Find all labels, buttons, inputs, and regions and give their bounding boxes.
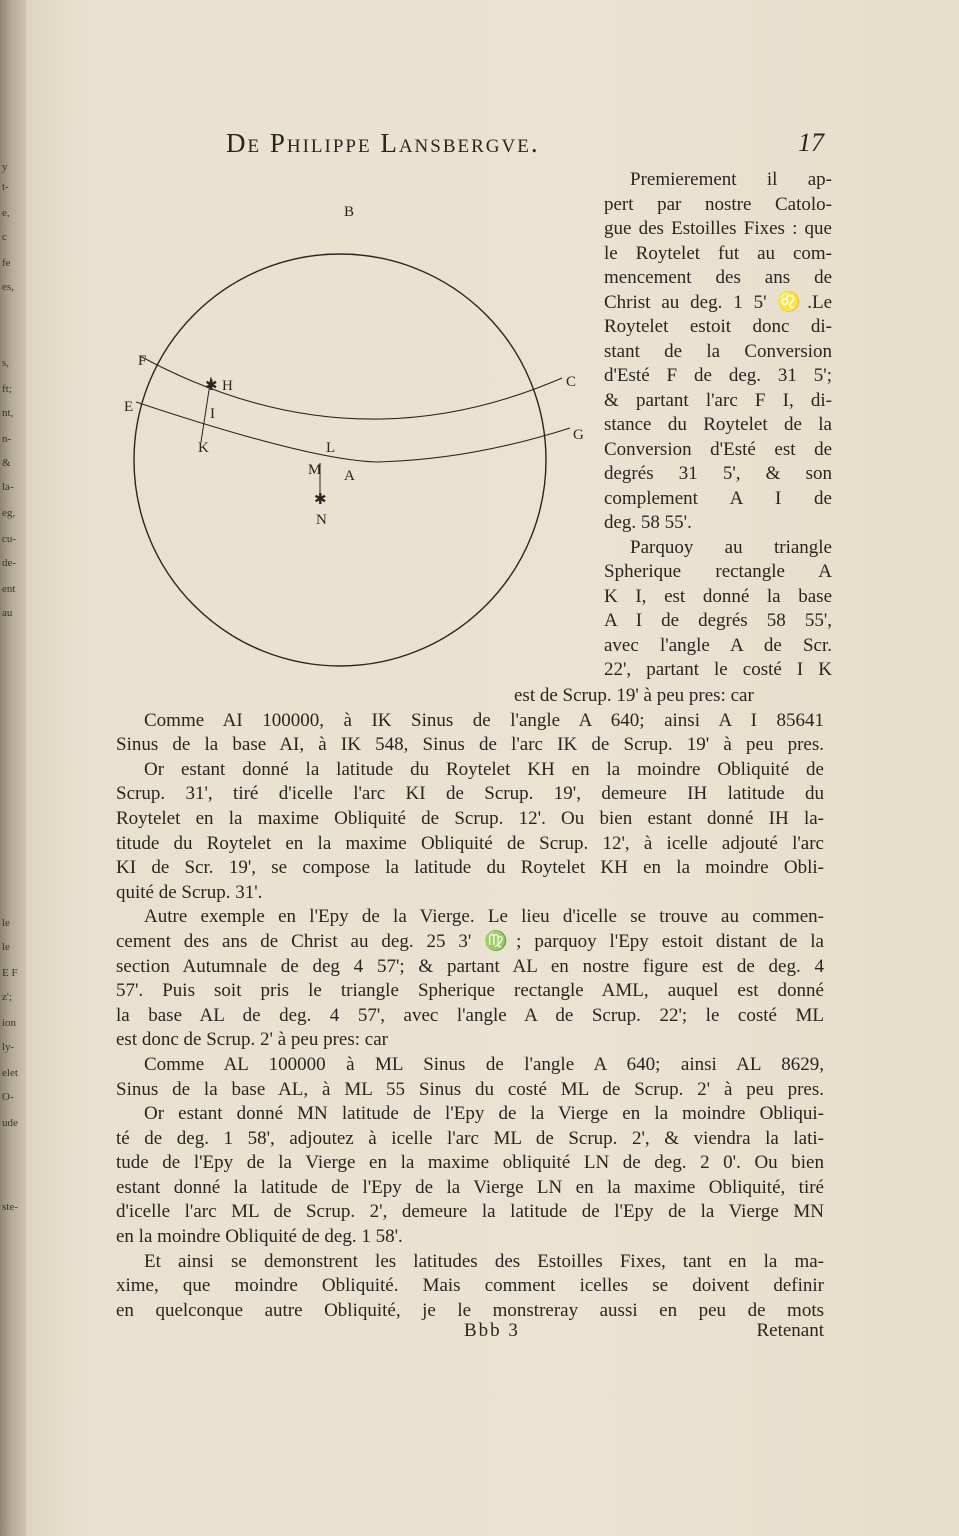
- column-line: d'Esté F de deg. 31 5';: [604, 365, 832, 386]
- body-line: Autre exemple en l'Epy de la Vierge. Le lieu d'icelle se trouve au commen-: [144, 906, 824, 928]
- page-footer: [116, 1320, 824, 1346]
- body-line: titude du Roytelet en la maxime Obliquité de Scrup. 12', à icelle adjouté l'arc: [116, 832, 824, 854]
- body-line: cement des ans de Christ au deg. 25 3' ♍; parquoy l'Epy estoit distant de la: [116, 930, 824, 952]
- body-line: Or estant donné MN latitude de l'Epy de la Vierge en la moindre Obliqui-: [144, 1103, 824, 1125]
- body-line: Or estant donné la latitude du Roytelet KH en la moindre Obliquité de: [144, 758, 824, 780]
- diagram-label-N: N: [316, 512, 327, 528]
- margin-fragment: cu-: [2, 533, 17, 545]
- column-line: K I, est donné la base: [604, 585, 832, 607]
- star-h-icon: ✱: [205, 378, 218, 394]
- right-column-text: [604, 168, 832, 683]
- margin-fragment: c: [2, 231, 7, 243]
- running-title: De Philippe Lansbergve.: [226, 128, 540, 158]
- margin-fragment: ent: [2, 583, 16, 595]
- column-line: avec l'angle A de Scr.: [604, 634, 832, 656]
- margin-fragment: es,: [2, 281, 14, 293]
- margin-fragment: t-: [2, 181, 9, 193]
- body-line: 57'. Puis soit pris le triangle Spherique rectangle AML, auquel est donné: [116, 980, 824, 1002]
- column-line: mencement des ans de: [604, 267, 832, 288]
- margin-fragment: y: [2, 161, 8, 173]
- margin-fragment: la-: [2, 481, 14, 493]
- margin-fragment: elet: [2, 1067, 18, 1079]
- book-page: [26, 0, 959, 1536]
- column-line: stant de la Conversion: [604, 340, 832, 362]
- column-line: Premierement il ap-: [630, 169, 832, 190]
- sphere-circle: [134, 254, 546, 666]
- column-line: le Roytelet fut au com-: [604, 242, 832, 264]
- body-line: en la moindre Obliquité de deg. 1 58'.: [116, 1226, 403, 1248]
- margin-fragment: n-: [2, 433, 12, 445]
- column-line: 22', partant le costé I K: [604, 659, 832, 680]
- column-line: A I de degrés 58 55',: [604, 610, 832, 631]
- body-line: KI de Scr. 19', se compose la latitude du Roytelet KH en la moindre Obli-: [116, 857, 824, 879]
- body-line: Sinus de la base AI, à IK 548, Sinus de l'arc IK de Scrup. 19' à peu pres.: [116, 734, 824, 756]
- margin-fragment: ste-: [2, 1201, 18, 1213]
- binding-gutter: [0, 0, 26, 1536]
- body-line: la base AL de deg. 4 57', avec l'angle A de Scrup. 22'; le costé ML: [116, 1004, 824, 1026]
- body-line: d'icelle l'arc ML de Scrup. 2', demeure la latitude de l'Epy de la Vierge MN: [116, 1201, 824, 1223]
- column-line: Roytelet estoit donc di-: [604, 316, 832, 337]
- body-line: est donc de Scrup. 2' à peu pres: car: [116, 1029, 388, 1051]
- margin-fragment: s,: [2, 357, 10, 369]
- column-line: & partant l'arc F I, di-: [604, 389, 832, 411]
- margin-fragment: e,: [2, 207, 10, 219]
- column-line: deg. 58 55'.: [604, 512, 692, 533]
- body-line: Comme AL 100000 à ML Sinus de l'angle A 640; ainsi AL 8629,: [144, 1053, 824, 1075]
- page-number: 17: [798, 128, 824, 157]
- diagram-label-E: E: [124, 399, 134, 415]
- margin-fragment: &: [2, 457, 11, 469]
- body-line: en quelconque autre Obliquité, je le monstreray aussi en peu de mots: [116, 1299, 824, 1321]
- diagram-label-A: A: [344, 468, 355, 484]
- body-line: xime, que moindre Obliquité. Mais comment icelles se doivent definir: [116, 1275, 824, 1297]
- margin-fragment: ude: [2, 1117, 18, 1129]
- spherical-triangle-diagram: [124, 198, 600, 698]
- diagram-label-H: H: [222, 378, 233, 394]
- body-line: quité de Scrup. 31'.: [116, 881, 263, 903]
- body-line: estant donné la latitude de l'Epy de la Vierge LN en la maxime Obliquité, tiré: [116, 1176, 824, 1198]
- margin-fragment: le: [2, 941, 10, 953]
- diagram-label-K: K: [198, 440, 209, 456]
- margin-fragment: ly-: [2, 1041, 15, 1053]
- column-line: pert par nostre Catolo-: [604, 193, 832, 215]
- body-text: [116, 684, 824, 1323]
- diagram-label-B: B: [344, 204, 355, 220]
- margin-fragment: ion: [2, 1017, 17, 1029]
- margin-fragment: le: [2, 917, 10, 929]
- diagram-label-C: C: [566, 374, 577, 390]
- body-line: est de Scrup. 19' à peu pres: car: [514, 685, 754, 706]
- column-line: Spherique rectangle A: [604, 561, 832, 582]
- column-line: stance du Roytelet de la: [604, 414, 832, 435]
- body-line: Roytelet en la maxime Obliquité de Scrup. 12'. Ou bien estant donné IH la-: [116, 807, 824, 829]
- diagram-label-I: I: [210, 406, 215, 422]
- great-circle-fc: [140, 356, 562, 419]
- column-line: degrés 31 5', & son: [604, 463, 832, 484]
- body-line: Et ainsi se demonstrent les latitudes des Estoilles Fixes, tant en la ma-: [144, 1250, 824, 1272]
- signature-mark: Bbb 3: [464, 1320, 520, 1341]
- diagram-label-G: G: [573, 427, 584, 443]
- body-line: Scrup. 31', tiré d'icelle l'arc KI de Scrup. 19', demeure IH latitude du: [116, 783, 824, 805]
- body-line: Comme AI 100000, à IK Sinus de l'angle A 640; ainsi A I 85641: [144, 709, 824, 731]
- margin-fragment: nt,: [2, 407, 14, 419]
- margin-fragment: de-: [2, 557, 17, 569]
- margin-fragment: au: [2, 607, 13, 619]
- body-line: section Autumnale de deg 4 57'; & partant AL en nostre figure est de deg. 4: [116, 955, 824, 977]
- column-line: Conversion d'Esté est de: [604, 438, 832, 460]
- catchword: Retenant: [756, 1320, 824, 1341]
- margin-fragment: fe: [2, 257, 11, 269]
- body-line: tude de l'Epy de la Vierge en la maxime obliquité LN de deg. 2 0'. Ou bien: [116, 1152, 824, 1174]
- running-header: [226, 128, 836, 164]
- margin-fragment: ft;: [2, 383, 12, 395]
- column-line: Christ au deg. 1 5' ♌.Le: [604, 291, 832, 313]
- body-line: Sinus de la base AL, à ML 55 Sinus du costé ML de Scrup. 2' à peu pres.: [116, 1078, 824, 1100]
- body-line: té de deg. 1 58', adjoutez à icelle l'arc ML de Scrup. 2', & viendra la lati-: [116, 1127, 824, 1149]
- diagram-label-F: F: [138, 353, 147, 369]
- star-n-icon: ✱: [314, 492, 327, 508]
- column-line: Parquoy au triangle: [630, 536, 832, 558]
- margin-fragment: O-: [2, 1091, 14, 1103]
- column-line: complement A I de: [604, 487, 832, 509]
- margin-fragment: eg,: [2, 507, 16, 519]
- margin-fragment: E F: [2, 967, 18, 979]
- margin-fragment: z';: [2, 991, 12, 1003]
- diagram-label-L: L: [326, 440, 336, 456]
- column-line: gue des Estoilles Fixes : que: [604, 218, 832, 239]
- diagram-label-M: M: [308, 462, 322, 478]
